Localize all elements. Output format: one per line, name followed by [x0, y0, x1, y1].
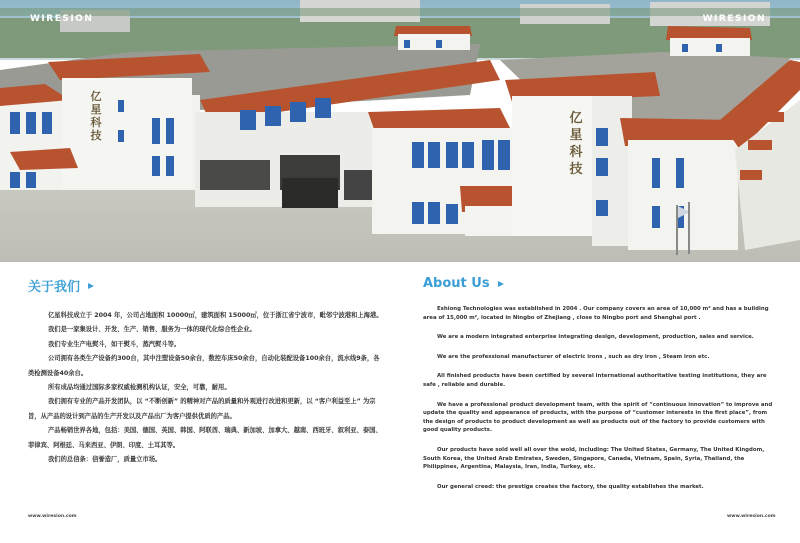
building-sign-left: 亿星科技 [90, 90, 102, 142]
cn-paragraph: 亿星科技成立于 2004 年，公司占地面积 10000㎡，建筑面积 15000㎡，位于浙江省宁波市，毗邻宁波港和上海港。 [48, 312, 383, 319]
cn-paragraph: 所有成品均通过国际多家权威检测机构认证，安全，可靠，耐用。 [48, 384, 231, 392]
en-paragraph: We are a modern integrated enterprise integrating design, development, production, sales and service. [437, 334, 754, 341]
cn-paragraph: 公司拥有各类生产设备约300台，其中注塑设备50余台，数控车床50余台，自动化装配设备100余台，流水线9条，各类检测设备40余台。 [28, 355, 380, 377]
en-paragraph: Eshiong Technologies was established in 2004 . Our company covers an area of 10,000 m² and has a building area of 15,000 m², located in Ningbo of Zhejiang , close to Ningbo port and Shanghai port . [423, 306, 769, 321]
brand-logo-left: WIRESION [30, 14, 94, 24]
en-paragraph: All finished products have been certified by several international authoritative testing institutions, they are safe , reliable and durable. [423, 373, 767, 388]
about-cn-title: 关于我们 [28, 280, 81, 295]
en-paragraph: We are the professional manufacturer of electric irons , such as dry iron , Steam iron etc. [437, 353, 710, 360]
en-paragraph: Our products have sold well all over the wold, including: The United States, Germany, The United Kingdom, South Korea, the United Arab Emirates, Sweden, Singapore, Canada, Vietnam, Spain, Syria, Thailand, the Philippines, Argentina, Malaysia, Iran, India, Turkey, etc. [423, 446, 765, 471]
about-en-body [423, 305, 773, 491]
about-en-title: About Us [423, 276, 490, 291]
about-cn-section [28, 276, 383, 467]
website-url-left: www.wiresion.com [28, 514, 77, 519]
arrow-right-icon [88, 283, 94, 289]
arrow-right-icon [498, 281, 504, 287]
about-cn-body [28, 309, 383, 467]
cn-paragraph: 我们专业生产电熨斗，如干熨斗，蒸汽熨斗等。 [48, 340, 181, 348]
website-url-right: www.wiresion.com [727, 514, 776, 519]
about-en-section [423, 276, 773, 502]
en-paragraph: Our general creed: the prestige creates the factory, the quality establishes the market. [437, 483, 704, 490]
cn-paragraph: 产品畅销世界各地，包括：美国、德国、英国、韩国、阿联酋、瑞典、新加坡、加拿大、越南、西班牙、叙利亚、泰国、菲律宾、阿根廷、马来西亚、伊朗、印度、土耳其等。 [28, 427, 382, 449]
about-cn-heading [28, 276, 383, 295]
cn-paragraph: 我们拥有专业的产品开发团队，以 “不断创新” 的精神对产品的质量和外观进行改进和更新，以 “客户利益至上” 为宗旨，从产品的设计到产品的生产开发以及产品出厂为客户提供优质的产品。 [28, 398, 376, 420]
about-en-heading [423, 276, 773, 291]
en-paragraph: We have a professional product development team, with the spirit of “continuous innovation” to improve and update the quality and appearance of products, with the purpose of “customer interests in the first place”, from the design of products to product development as well as products out of the factory to provide customers with good quality products. [423, 401, 773, 434]
factory-photo [0, 0, 800, 262]
building-sign-right: 亿星科技 [569, 111, 583, 177]
cn-paragraph: 我们的总信条：信誉造厂，质量立市场。 [48, 456, 162, 464]
brand-logo-right: WIRESION [702, 14, 766, 24]
cn-paragraph: 我们是一家集设计、开发、生产、销售、服务为一体的现代化综合性企业。 [48, 326, 256, 334]
